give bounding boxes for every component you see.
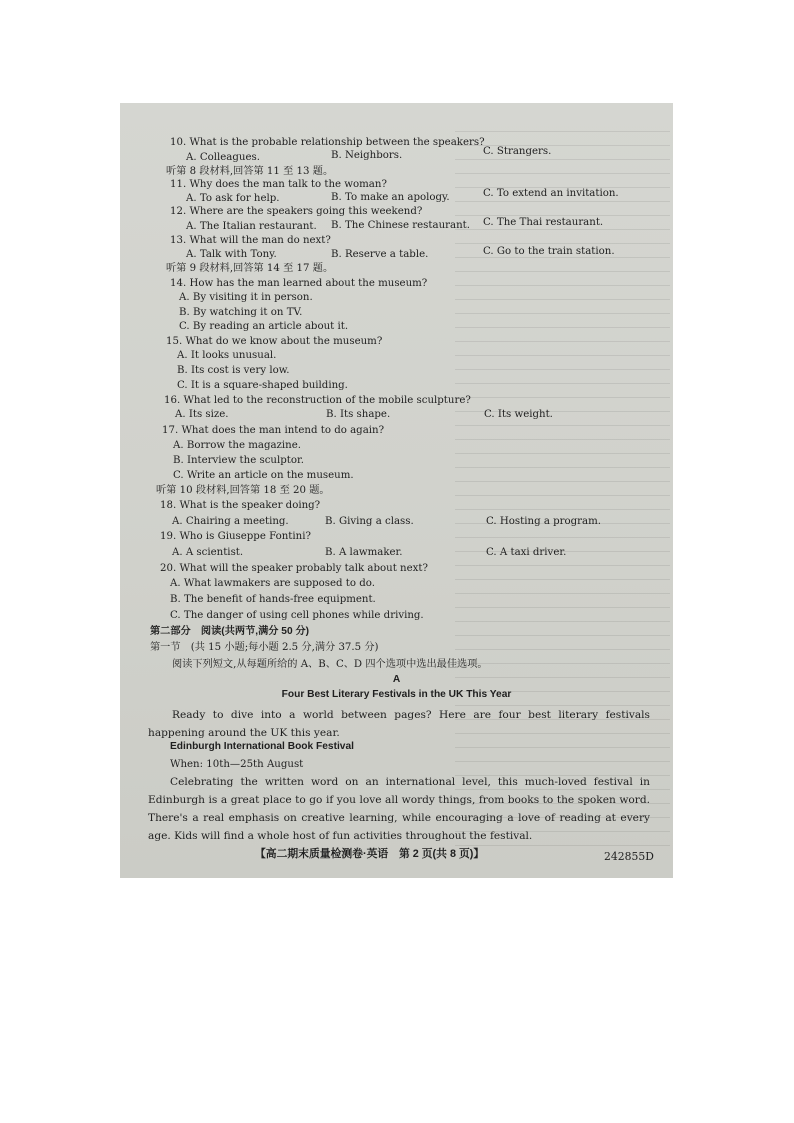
question-18-option-a: A. Chairing a meeting. [172, 516, 289, 527]
question-19-option-a: A. A scientist. [172, 547, 244, 558]
question-16-option-c: C. Its weight. [484, 409, 553, 420]
question-18-stem: 18. What is the speaker doing? [160, 500, 321, 511]
question-12-option-a: A. The Italian restaurant. [186, 221, 317, 232]
question-17-option-a: A. Borrow the magazine. [173, 440, 301, 451]
question-17-option-b: B. Interview the sculptor. [173, 455, 304, 466]
footer-code: 242855D [604, 850, 654, 863]
question-16-option-b: B. Its shape. [326, 409, 391, 420]
question-16-option-a: A. Its size. [175, 409, 229, 420]
section-intro-9: 听第 9 段材料,回答第 14 至 17 题。 [166, 263, 334, 274]
question-19-option-c: C. A taxi driver. [486, 547, 567, 558]
question-16-stem: 16. What led to the reconstruction of the mobile sculpture? [164, 395, 471, 406]
question-20-option-c: C. The danger of using cell phones while driving. [170, 610, 424, 621]
question-14-option-a: A. By visiting it in person. [179, 292, 313, 303]
question-17-stem: 17. What does the man intend to do again? [162, 425, 385, 436]
question-13-stem: 13. What will the man do next? [170, 235, 331, 246]
question-13-option-b: B. Reserve a table. [331, 249, 429, 260]
question-10-stem: 10. What is the probable relationship between the speakers? [170, 137, 485, 148]
section-intro-10: 听第 10 段材料,回答第 18 至 20 题。 [156, 485, 330, 496]
bleed-through-text [455, 131, 670, 851]
question-11-option-a: A. To ask for help. [186, 193, 280, 204]
question-15-stem: 15. What do we know about the museum? [166, 336, 383, 347]
question-13-option-a: A. Talk with Tony. [186, 249, 277, 260]
question-13-option-c: C. Go to the train station. [483, 246, 615, 257]
passage-letter: A [392, 674, 401, 685]
question-14-stem: 14. How has the man learned about the museum? [170, 278, 428, 289]
passage-title: Four Best Literary Festivals in the UK This Year [281, 689, 512, 700]
question-20-option-b: B. The benefit of hands-free equipment. [170, 594, 376, 605]
question-15-option-b: B. Its cost is very low. [177, 365, 290, 376]
question-12-option-b: B. The Chinese restaurant. [331, 220, 470, 231]
question-12-stem: 12. Where are the speakers going this weekend? [170, 206, 423, 217]
section-1-heading: 第一节 (共 15 小题;每小题 2.5 分,满分 37.5 分) [150, 642, 379, 653]
question-15-option-a: A. It looks unusual. [177, 350, 277, 361]
question-10-option-a: A. Colleagues. [186, 152, 260, 163]
question-14-option-b: B. By watching it on TV. [179, 307, 303, 318]
question-20-option-a: A. What lawmakers are supposed to do. [170, 578, 375, 589]
question-11-option-b: B. To make an apology. [331, 192, 450, 203]
question-17-option-c: C. Write an article on the museum. [173, 470, 354, 481]
question-18-option-b: B. Giving a class. [325, 516, 414, 527]
question-19-option-b: B. A lawmaker. [325, 547, 403, 558]
question-15-option-c: C. It is a square-shaped building. [177, 380, 348, 391]
question-12-option-c: C. The Thai restaurant. [483, 217, 604, 228]
question-18-option-c: C. Hosting a program. [486, 516, 602, 527]
question-11-option-c: C. To extend an invitation. [483, 188, 619, 199]
scanned-page-photo [120, 103, 673, 878]
question-11-stem: 11. Why does the man talk to the woman? [170, 179, 387, 190]
section-intro-8: 听第 8 段材料,回答第 11 至 13 题。 [166, 166, 334, 177]
question-10-option-b: B. Neighbors. [331, 150, 403, 161]
festival-name: Edinburgh International Book Festival [170, 741, 354, 752]
reading-instruction: 阅读下列短文,从每题所给的 A、B、C、D 四个选项中选出最佳选项。 [172, 659, 488, 670]
question-14-option-c: C. By reading an article about it. [179, 321, 349, 332]
question-19-stem: 19. Who is Giuseppe Fontini? [160, 531, 311, 542]
passage-intro: Ready to dive into a world between pages? Here are four best literary festivals happening around the UK this year. [148, 709, 650, 739]
part-2-heading: 第二部分 阅读(共两节,满分 50 分) [150, 626, 310, 637]
festival-dates: When: 10th—25th August [170, 759, 304, 770]
question-10-option-c: C. Strangers. [483, 146, 552, 157]
footer-title: 【高二期末质量检测卷·英语 第 2 页(共 8 页)】 [255, 848, 485, 860]
question-20-stem: 20. What will the speaker probably talk about next? [160, 563, 428, 574]
festival-description: Celebrating the written word on an international level, this much-loved festival in Edinburgh is a great place to go if you love all wordy things, from books to the spoken word. There's a real emphasis on creative learning, while encouraging a love of reading at every age. Kids will find a whole host of fun activities throughout the festival. [148, 776, 650, 842]
